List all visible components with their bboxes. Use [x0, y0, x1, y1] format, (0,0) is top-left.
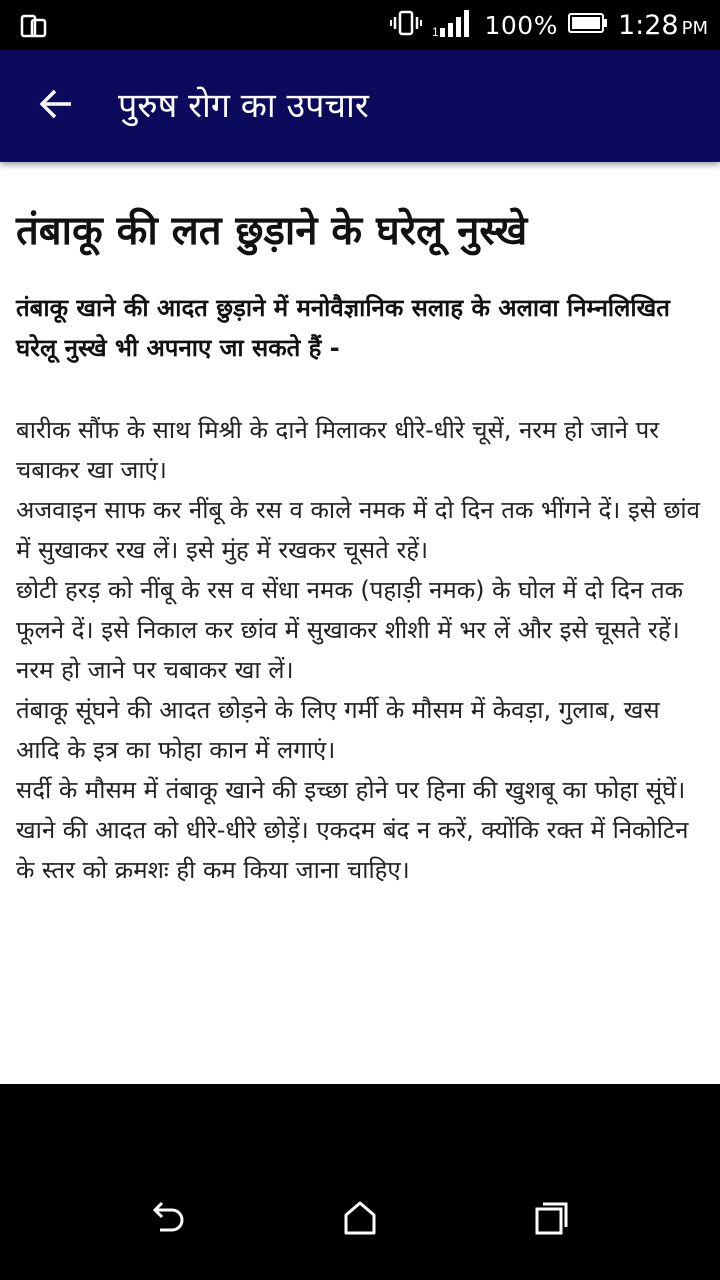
nav-recents-button[interactable]: [524, 1192, 580, 1248]
remedy-paragraph: सर्दी के मौसम में तंबाकू खाने की इच्छा होने पर हिना की खुशबू का फोहा सूंघें।: [16, 776, 686, 804]
article-content[interactable]: [0, 162, 720, 1084]
nav-back-button[interactable]: [140, 1192, 196, 1248]
back-button[interactable]: [30, 80, 82, 132]
remedy-paragraph: बारीक सौंफ के साथ मिश्री के दाने मिलाकर धीरे-धीरे चूसें, नरम हो जाने पर चबाकर खा जाएं।: [16, 416, 660, 484]
remedy-paragraph: तंबाकू सूंघने की आदत छोड़ने के लिए गर्मी के मौसम में केवड़ा, गुलाब, खस आदि के इत्र का फोहा कान में लगाएं।: [16, 696, 660, 764]
battery-icon: [568, 11, 608, 39]
vibrate-icon: [390, 9, 422, 41]
remedy-list: [16, 410, 704, 890]
screen-rotation-icon: [20, 12, 48, 44]
article-intro: तंबाकू खाने की आदत छुड़ाने में मनोवैज्ञानिक सलाह के अलावा निम्नलिखित घरेलू नुस्खे भी अपनाए जा सकते हैं -: [16, 294, 670, 362]
clock-ampm: PM: [681, 17, 708, 39]
remedy-paragraph: छोटी हरड़ को नींबू के रस व सेंधा नमक (पहाड़ी नमक) के घोल में दो दिन तक फूलने दें। इसे निकाल कर छांव में सुखाकर शीशी में भर लें और इसे चूसते रहें। नरम हो जाने पर चबाकर खा लें।: [16, 576, 684, 684]
remedy-paragraph: खाने की आदत को धीरे-धीरे छोड़ें। एकदम बंद न करें, क्योंकि रक्त में निकोटिन के स्तर को क्रमशः ही कम किया जाना चाहिए।: [16, 816, 689, 884]
nav-home-button[interactable]: [332, 1192, 388, 1248]
article-heading: तंबाकू की लत छुड़ाने के घरेलू नुस्खे: [16, 208, 528, 254]
status-bar: [0, 0, 720, 50]
arrow-back-icon: [38, 86, 74, 126]
clock-time: 1:28: [617, 9, 679, 41]
recents-icon: [534, 1200, 570, 1240]
svg-text:1: 1: [432, 25, 440, 38]
back-nav-icon: [148, 1200, 188, 1240]
clock: [618, 10, 708, 41]
home-icon: [342, 1200, 378, 1240]
remedy-paragraph: अजवाइन साफ कर नींबू के रस व काले नमक में दो दिन तक भींगने दें। इसे छांव में सुखाकर रख लें। इसे मुंह में रखकर चूसते रहें।: [16, 496, 700, 564]
app-bar: [0, 50, 720, 162]
page-title: पुरुष रोग का उपचार: [118, 86, 369, 126]
battery-percent: 100%: [484, 10, 558, 40]
navigation-bar: [0, 1084, 720, 1280]
signal-icon: [432, 8, 474, 42]
